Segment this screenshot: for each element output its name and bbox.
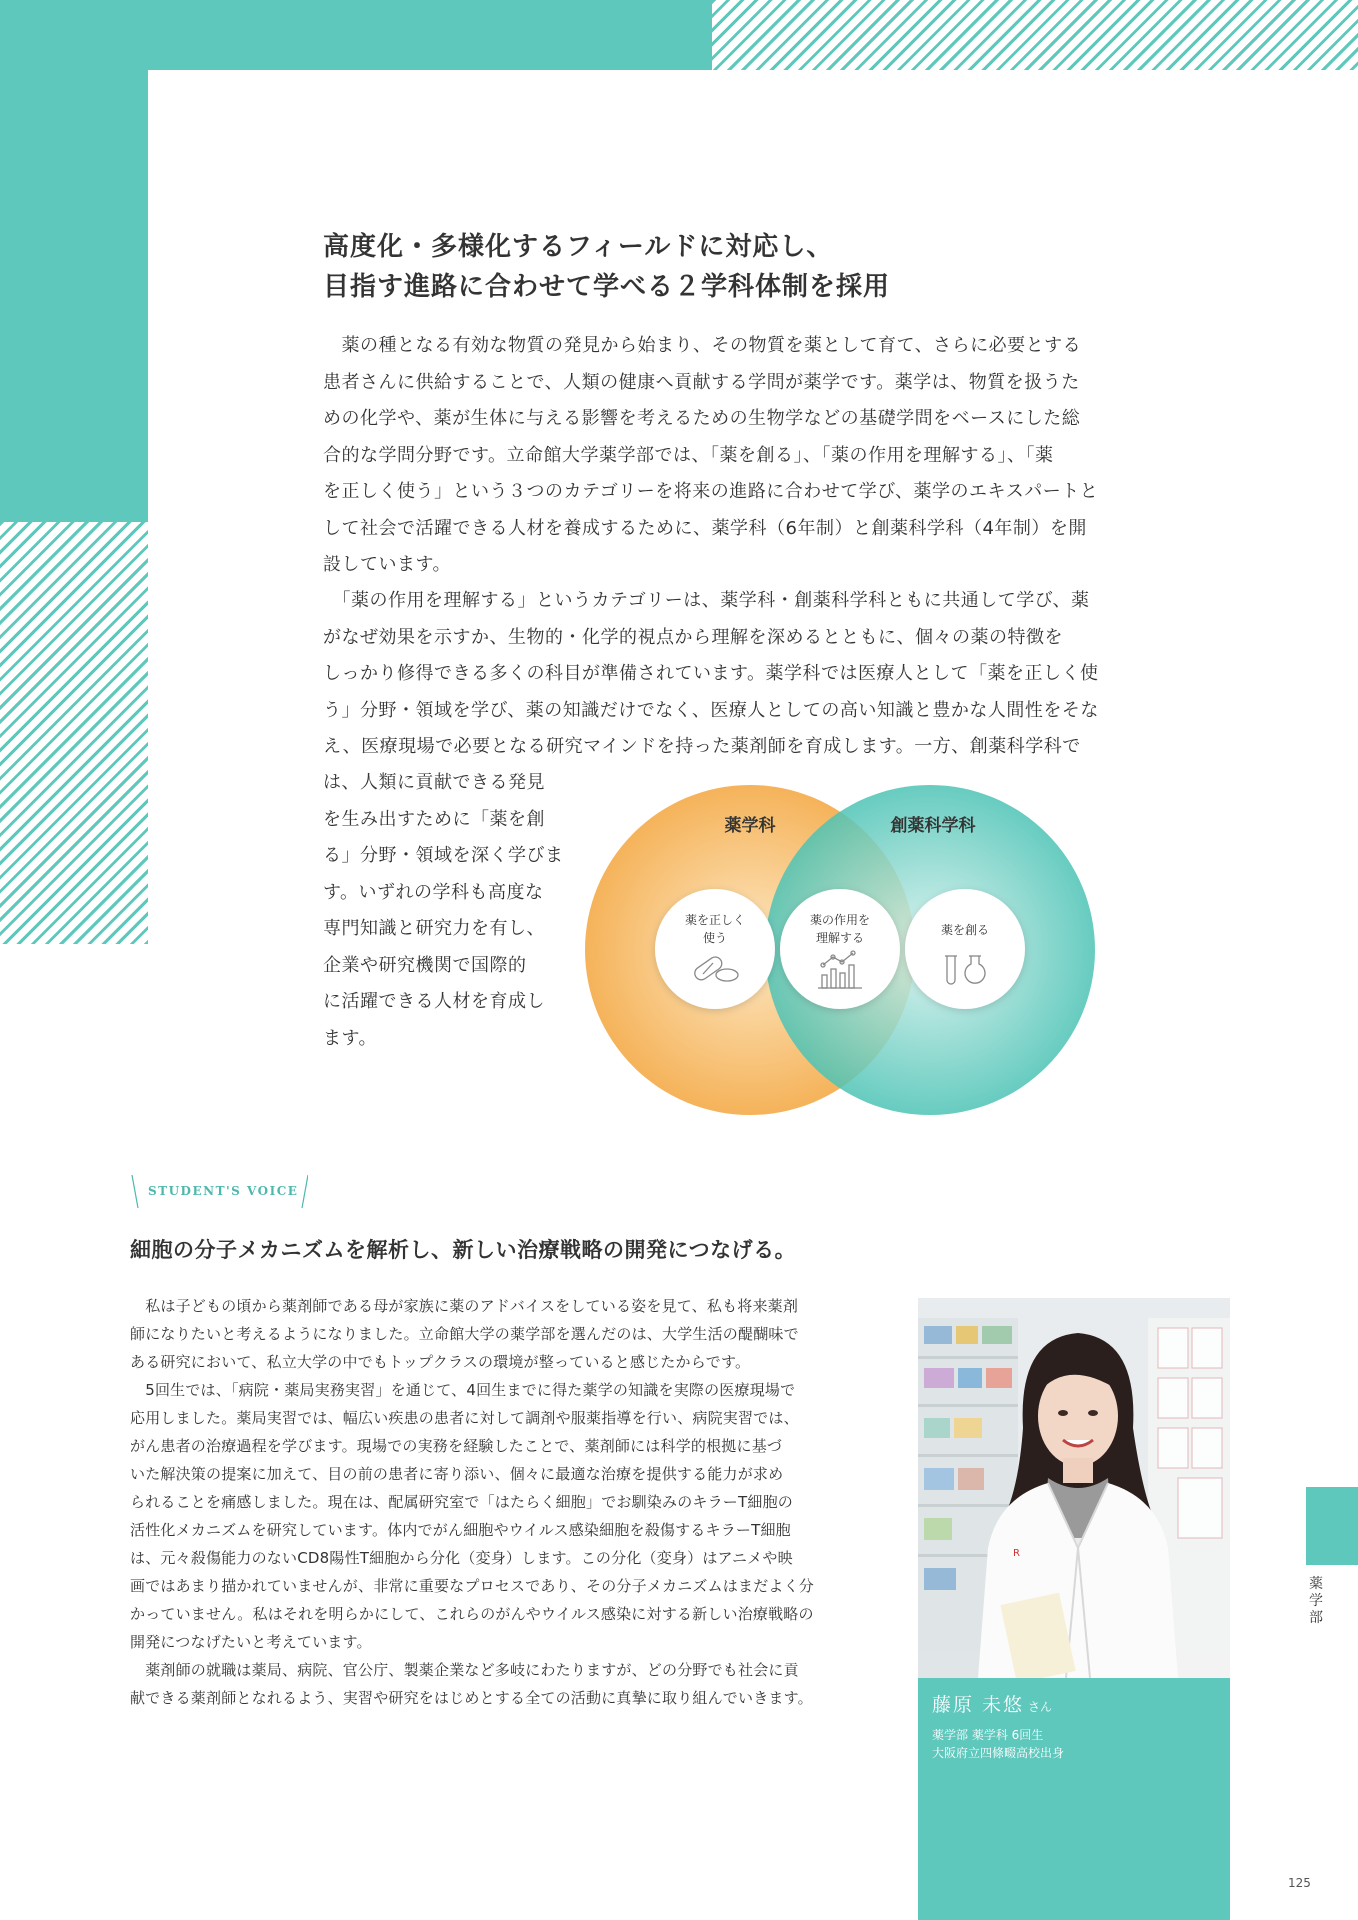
text-line: られることを痛感しました。現在は、配属研究室で「はたらく細胞」でお馴染みのキラーT細胞の [130,1493,793,1511]
index-tab [1306,1487,1358,1565]
side-index-label [1304,1576,1328,1627]
text-line: がん患者の治療過程を学びます。現場での実務を経験したことで、薬剤師には科学的根拠に基づ [130,1437,783,1455]
striped-pattern-top [712,0,1358,70]
text-line: を生み出すために「薬を創 [323,808,545,830]
text-line: 5回生では、「病院・薬局実務実習」を通じて、4回生までに得た薬学の知識を実際の医療現場で [130,1381,796,1399]
text-line: 企業や研究機関で国際的 [323,954,527,976]
text-line: 私は子どもの頃から薬剤師である母が家族に薬のアドバイスをしている姿を見て、私も将来薬剤 [130,1297,799,1315]
text-line: いた解決策の提案に加えて、目の前の患者に寄り添い、個々に最適な治療を提供する能力が求め [130,1465,784,1483]
text-line: 師になりたいと考えるようになりました。立命館大学の薬学部を選んだのは、大学生活の醍醐味で [130,1325,799,1343]
section-heading [323,227,1123,307]
text-line: 画ではあまり描かれていませんが、非常に重要なプロセスであり、その分子メカニズムはまだよく分 [130,1577,815,1595]
voice-body [130,1292,860,1712]
page-number: 125 [1288,1876,1311,1890]
text-line: 合的な学問分野です。立命館大学薬学部では、「薬を創る」、「薬の作用を理解する」、「薬 [323,444,1054,466]
student-name-line [932,1690,1052,1717]
text-line: は、人類に貢献できる発見 [323,772,545,793]
intro-paragraph-3 [323,765,563,1057]
text-line: は、元々殺傷能力のないCD8陽性T細胞から分化（変身）します。この分化（変身）はアニメや映 [130,1549,793,1567]
text-line: ある研究において、私立大学の中でもトップクラスの環境が整っていると感じたからです。 [130,1353,751,1371]
item-label: 薬を創る [940,923,990,937]
student-department: 薬学部 薬学科 6回生 [932,1728,1044,1742]
student-profile [918,1678,1230,1920]
text-line: を正しく使う」という３つのカテゴリーを将来の進路に合わせて学び、薬学のエキスパートと [323,481,1099,502]
venn-item-understand-action [780,889,900,1009]
voice-label-text: STUDENT'S VOICE [148,1184,299,1198]
side-char: 薬 [1309,1576,1323,1592]
text-line: 患者さんに供給することで、人類の健康へ貢献する学問が薬学です。薬学は、物質を扱うた [323,371,1080,393]
text-line: 「薬の作用を理解する」というカテゴリーは、薬学科・創薬科学科ともに共通して学び、薬 [323,590,1090,611]
striped-pattern-left [0,522,148,944]
heading-line: 高度化・多様化するフィールドに対応し、 [323,232,834,262]
voice-heading: 細胞の分子メカニズムを解析し、新しい治療戦略の開発につなげる。 [130,1238,797,1262]
text-line: がなぜ効果を示すか、生物的・化学的視点から理解を深めるとともに、個々の薬の特徴を [323,626,1063,648]
text-line: る」分野・領域を深く学びま [323,845,564,866]
text-line: 薬剤師の就職は薬局、病院、官公庁、製薬企業など多岐にわたりますが、どの分野でも社会に貢 [130,1661,799,1679]
text-line: 活性化メカニズムを研究しています。体内でがん細胞やウイルス感染細胞を殺傷するキラーT細胞 [130,1521,791,1539]
venn-right-title: 創薬科学科 [890,816,976,836]
text-line: しっかり修得できる多くの科目が準備されています。薬学科では医療人として「薬を正しく使 [323,663,1099,684]
honorific: さん [1028,1700,1053,1714]
item-label: 理解する [815,931,865,945]
text-line: 献できる薬剤師となれるよう、実習や研究をはじめとする全ての活動に真摯に取り組んでいきます。 [130,1689,813,1707]
text-line: う」分野・領域を学び、薬の知識だけでなく、医療人としての高い知識と豊かな人間性をそな [323,699,1099,721]
side-char: 部 [1309,1610,1323,1626]
student-school: 大阪府立四條畷高校出身 [932,1746,1065,1760]
item-label: 薬を正しく [684,913,746,927]
text-line: めの化学や、薬が生体に与える影響を考えるための生物学などの基礎学問をベースにした総 [323,408,1081,429]
text-line: 開発につなげたいと考えています。 [130,1633,372,1651]
student-name: 藤原 未悠 [932,1694,1025,1716]
students-voice-label [128,1172,308,1212]
text-line: す。いずれの学科も高度な [323,881,544,903]
intro-paragraph-2 [323,583,1099,766]
text-line: かっていません。私はそれを明らかにして、これらのがんやウイルス感染に対する新しい治療戦略の [130,1605,814,1623]
svg-text:R: R [1013,1548,1020,1559]
intro-paragraph-1 [323,328,1099,584]
side-char: 学 [1309,1593,1323,1609]
heading-line: 目指す進路に合わせて学べる２学科体制を採用 [323,272,891,302]
text-line: え、医療現場で必要となる研究マインドを持った薬剤師を育成します。一方、創薬科学科で [323,736,1081,757]
venn-item-create-drugs [905,889,1025,1009]
venn-left-title: 薬学科 [724,816,776,836]
text-line: して社会で活躍できる人材を養成するために、薬学科（6年制）と創薬科学科（4年制）を開 [323,517,1087,539]
teal-corner-block [0,0,148,522]
teal-top-band [148,0,712,70]
item-label: 使う [702,931,728,945]
item-label: 薬の作用を [809,913,871,927]
venn-item-use-correctly [655,889,775,1009]
student-photo [918,1298,1230,1678]
text-line: ます。 [323,1027,378,1049]
text-line: に活躍できる人材を育成し [323,991,545,1012]
text-line: 薬の種となる有効な物質の発見から始まり、その物質を薬として育て、さらに必要とする [323,335,1082,356]
text-line: 専門知識と研究力を有し、 [323,918,545,939]
student-portrait-illustration [918,1298,1230,1678]
venn-diagram [585,785,1095,1115]
text-line: 応用しました。薬局実習では、幅広い疾患の患者に対して調剤や服薬指導を行い、病院実習では、 [130,1409,799,1427]
text-line: 設しています。 [323,554,452,575]
